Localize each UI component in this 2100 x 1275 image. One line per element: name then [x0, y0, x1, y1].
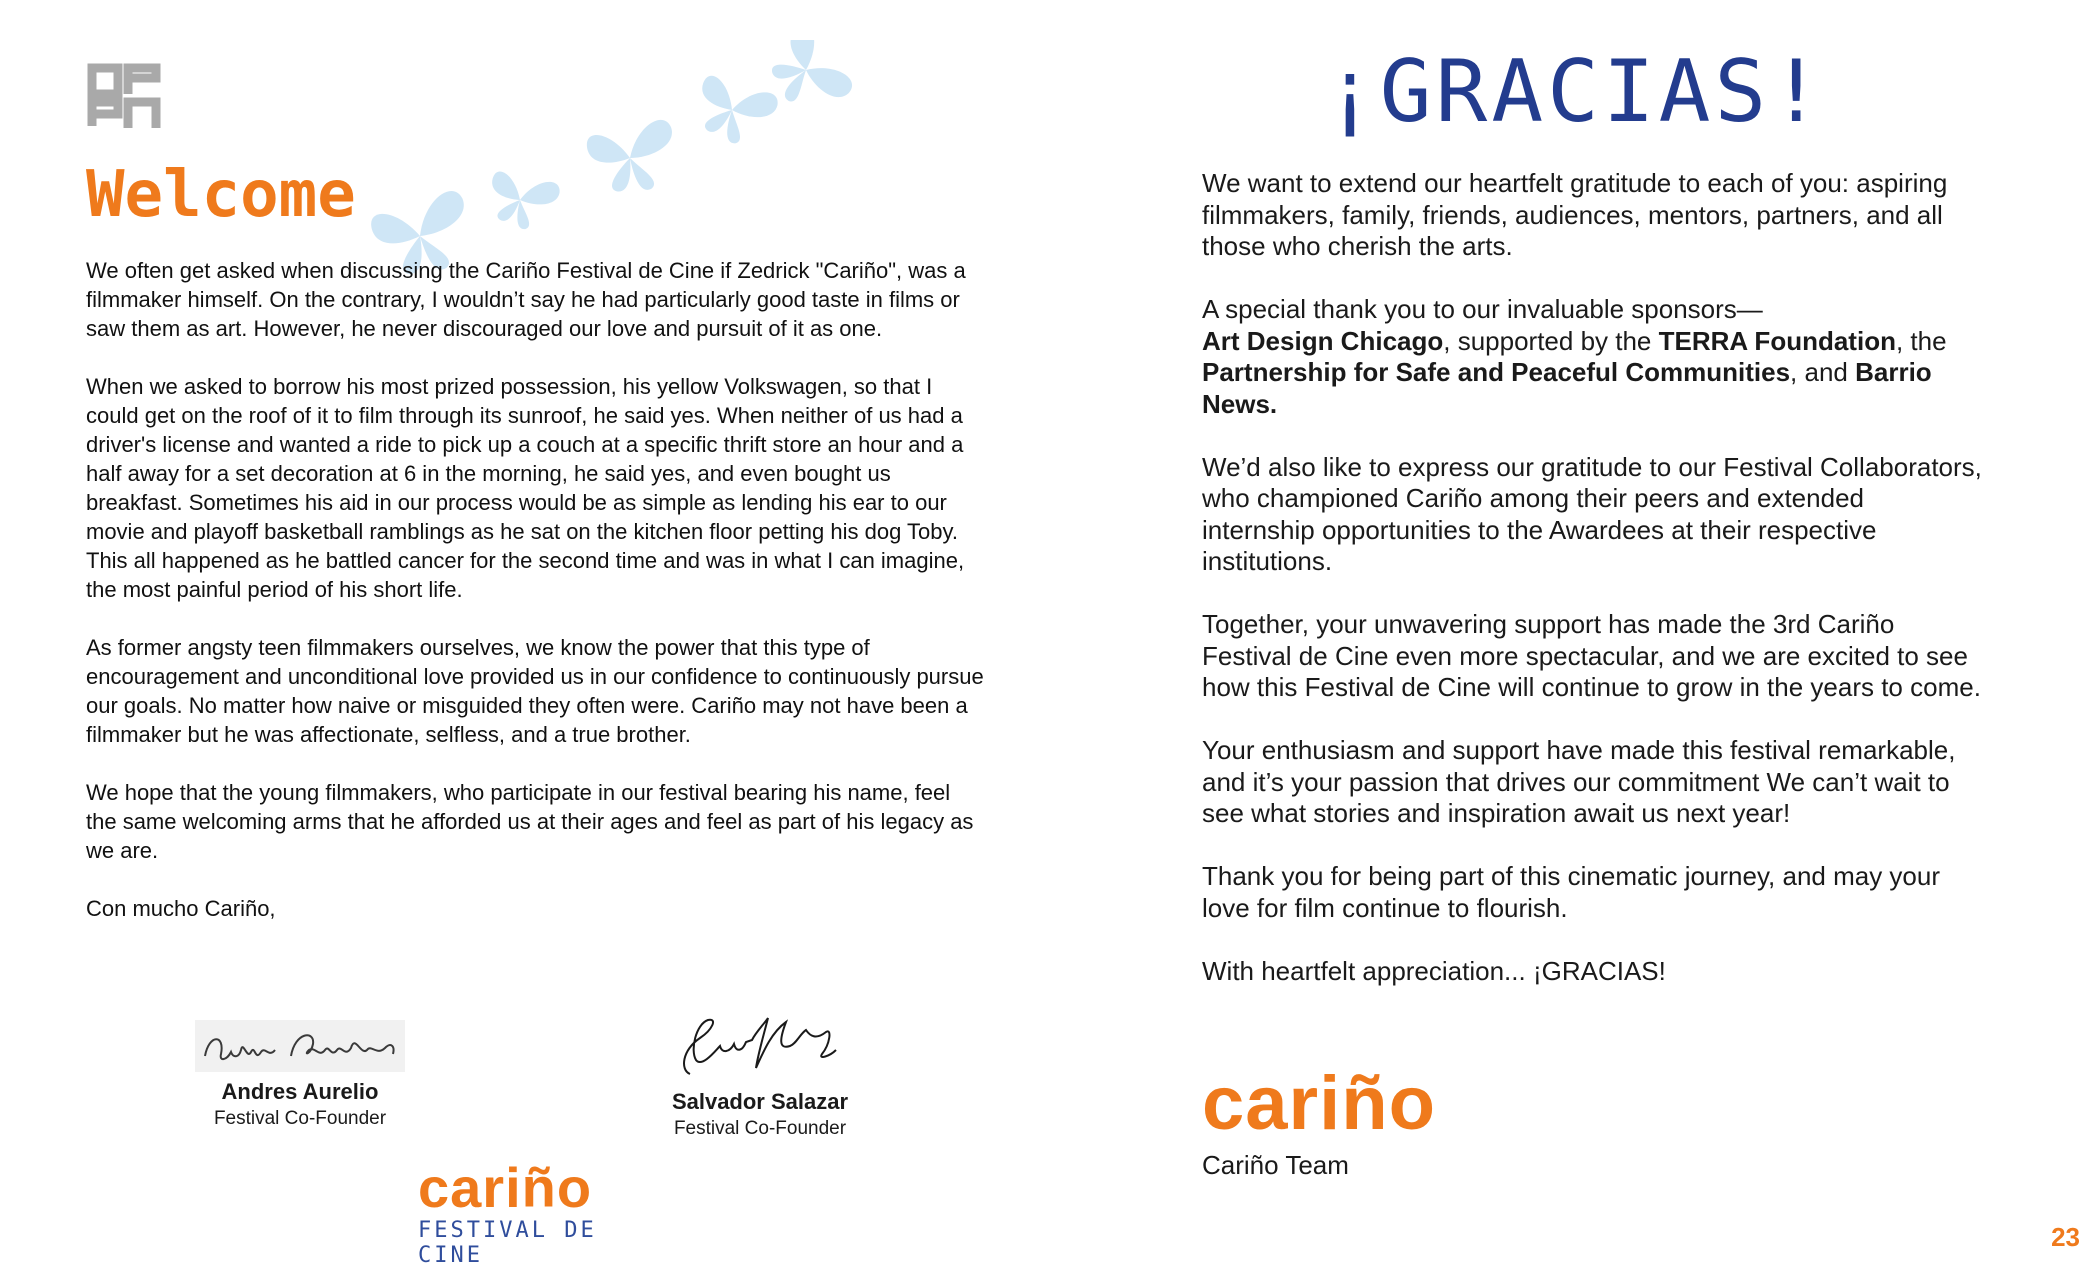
- logo-word: cariño: [418, 1156, 593, 1219]
- thanks-paragraph: We want to extend our heartfelt gratitude to each of you: aspiring filmmakers, family, friends, audiences, mentors, partners, and all those who cherish the arts.: [1202, 168, 1948, 261]
- sponsor-joiner: , supported by the: [1443, 325, 1659, 356]
- welcome-letter: [86, 256, 986, 923]
- page-number: 23: [2051, 1222, 2080, 1252]
- sponsor-name: Art Design Chicago: [1202, 325, 1444, 356]
- sponsor-name: TERRA Foundation: [1658, 325, 1896, 356]
- signatory-role: Festival Co-Founder: [213, 1108, 387, 1129]
- logo-wordmark: [418, 1156, 638, 1219]
- signatory-name: Andres Aurelio: [221, 1079, 379, 1104]
- carino-logo: [1202, 1061, 1437, 1146]
- handwritten-signature: [195, 1020, 405, 1072]
- letter-paragraph: We hope that the young filmmakers, who participate in our festival bearing his name, feel the same welcoming arms that he afforded us at their ages and feel as part of his legacy as we are.: [86, 780, 974, 863]
- sponsor-joiner: , and: [1790, 357, 1856, 387]
- right-page: [1050, 0, 2100, 1275]
- signatory-salvador: [640, 1010, 880, 1142]
- signatory-role: Festival Co-Founder: [673, 1118, 847, 1139]
- signatory-name: Salvador Salazar: [671, 1089, 849, 1114]
- thanks-closing: With heartfelt appreciation... ¡GRACIAS!: [1202, 955, 1666, 986]
- letter-paragraph: We often get asked when discussing the Cariño Festival de Cine if Zedrick "Cariño", was a filmmaker himself. On the contrary, I wouldn’t say he had particularly good taste in films or saw them as art. However, he never discouraged our love and pursuit of it as one.: [86, 258, 966, 341]
- sponsors-paragraph: [1202, 294, 1982, 420]
- sponsor-joiner: , the: [1895, 325, 1947, 356]
- thanks-paragraph: Thank you for being part of this cinematic journey, and may your love for film continue to flourish.: [1202, 861, 1941, 923]
- logo-wordmark: cariño: [1202, 1061, 1437, 1146]
- handwritten-signature: [660, 1010, 860, 1082]
- thanks-paragraph: Together, your unwavering support has made the 3rd Cariño Festival de Cine even more spectacular, and we are excited to see how this Festival de Cine will continue to grow in the years to come.: [1202, 609, 1981, 702]
- letter-paragraph: When we asked to borrow his most prized possession, his yellow Volkswagen, so that I could get on the roof of it to film through its sunroof, he said yes. When neither of us had a driver's license and wanted a ride to pick up a couch at a specific thrift store an hour and a half away for a set decoration at 6 in the morning, he said yes, and even bought us breakfast. Sometimes his aid in our process would be as simple as lending his ear to our movie and playoff basketball ramblings as he sat on the kitchen floor petting his dog Toby. This all happened as he battled cancer for the second time and was in what I can imagine, the most painful period of his short life.: [86, 374, 965, 602]
- page-title: Welcome: [86, 158, 356, 232]
- team-signature: Cariño Team: [1202, 1150, 1349, 1180]
- thank-you-letter: [1202, 168, 1982, 1019]
- thanks-paragraph: We’d also like to express our gratitude to our Festival Collaborators, who championed Cariño among their peers and extended internship opportunities to the Awardees at their respective institutions.: [1202, 451, 1982, 576]
- thanks-paragraph: Your enthusiasm and support have made this festival remarkable, and it’s your passion that drives our commitment We can’t wait to see what stories and inspiration await us next year!: [1202, 735, 1956, 828]
- letter-paragraph: As former angsty teen filmmakers ourselves, we know the power that this type of encouragement and unconditional love provided us in our confidence to continuously pursue our goals. No matter how naive or misguided they often were. Cariño may not have been a filmmaker but he was affectionate, selfless, and a true brother.: [86, 635, 984, 747]
- sponsors-intro: A special thank you to our invaluable sponsors—: [1202, 294, 1763, 324]
- letter-closing: Con mucho Cariño,: [86, 896, 276, 921]
- sponsor-name: Barrio News.: [1202, 357, 1932, 419]
- open-logo-icon: [86, 56, 162, 132]
- carino-festival-logo: [418, 1156, 638, 1268]
- logo-subtitle: FESTIVAL DE CINE: [418, 1218, 597, 1268]
- page-title: ¡GRACIAS!: [1324, 42, 1826, 142]
- sponsor-name: Partnership for Safe and Peaceful Communities: [1202, 357, 1791, 387]
- butterfly-icon: [370, 40, 870, 280]
- signatory-andres: [180, 1020, 420, 1132]
